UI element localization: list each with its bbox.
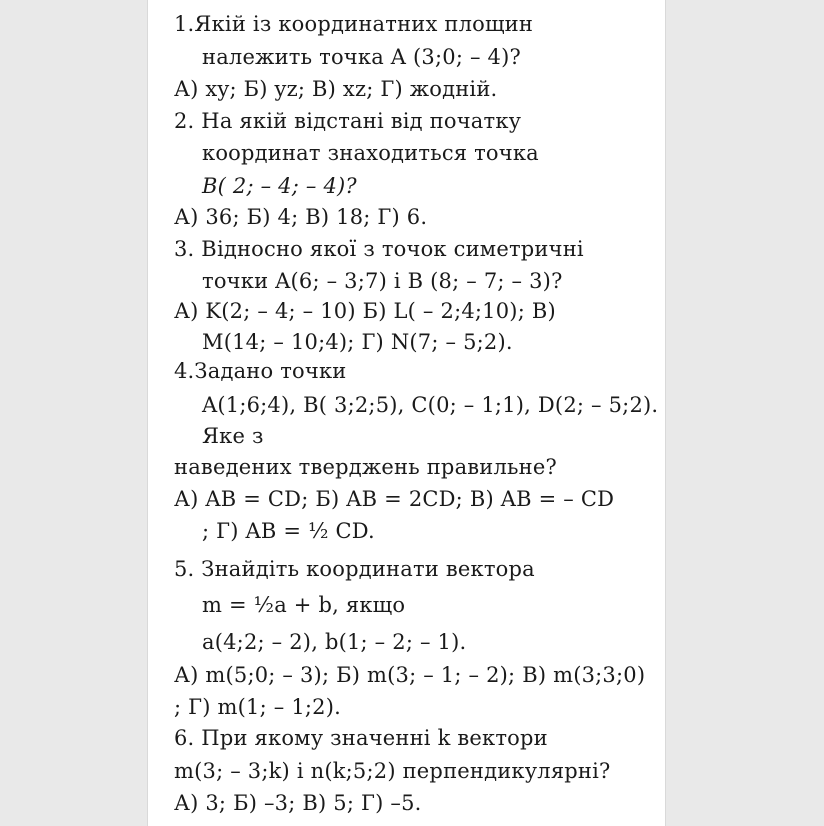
q2-line-3: B( 2; – 4; – 4)? — [202, 174, 357, 198]
q4-answers-1: А) AB = CD; Б) AB = 2CD; В) AB = – CD — [174, 487, 615, 511]
q5-answers-2: ; Г) m(1; – 1;2). — [174, 695, 341, 719]
q4-answers-2: ; Г) AB = ½ CD. — [202, 519, 375, 543]
q2-line-2: координат знаходиться точка — [202, 141, 539, 165]
worksheet-page — [148, 0, 665, 826]
q4-line-4: наведених тверджень правильне? — [174, 455, 557, 479]
q5-answers-1: А) m(5;0; – 3); Б) m(3; – 1; – 2); В) m(3;3;0) — [174, 663, 646, 687]
q3-answers-1: А) K(2; – 4; – 10) Б) L( – 2;4;10); В) — [174, 299, 556, 323]
q5-line-2: m = ½a + b, якщо — [202, 593, 406, 617]
q5-line-1: 5. Знайдіть координати вектора — [174, 557, 535, 581]
q3-answers-2: M(14; – 10;4); Г) N(7; – 5;2). — [202, 330, 513, 354]
q4-points: A(1;6;4), B( 3;2;5), C(0; – 1;1), D(2; – 5;2). — [202, 393, 659, 417]
q3-line-1: 3. Відносно якої з точок симетричні — [174, 237, 584, 261]
q2-line-1: 2. На якій відстані від початку — [174, 109, 522, 133]
q5-line-3: a(4;2; – 2), b(1; – 2; – 1). — [202, 630, 467, 654]
q6-line-1: 6. При якому значенні k вектори — [174, 726, 548, 750]
q4-line-3: Яке з — [202, 424, 264, 448]
q2-answers: А) 36; Б) 4; В) 18; Г) 6. — [174, 205, 428, 229]
q6-line-2: m(3; – 3;k) і n(k;5;2) перпендикулярні? — [174, 759, 611, 783]
q1-line-2: належить точка A (3;0; – 4)? — [202, 45, 521, 69]
q1-line-1: 1.Якій із координатних площин — [174, 12, 534, 36]
q3-line-2: точки A(6; – 3;7) і B (8; – 7; – 3)? — [202, 269, 563, 293]
q6-answers: А) 3; Б) –3; В) 5; Г) –5. — [174, 791, 422, 815]
q1-answers: А) xy; Б) yz; В) xz; Г) жодній. — [174, 77, 498, 101]
q4-line-1: 4.Задано точки — [174, 359, 347, 383]
